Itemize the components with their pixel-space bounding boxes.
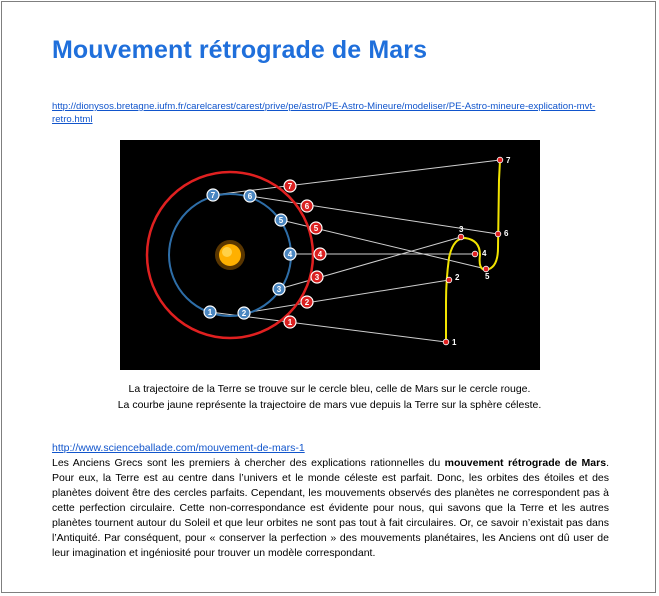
svg-text:2: 2 (241, 309, 247, 318)
source-link-scienceballade[interactable]: http://www.scienceballade.com/mouvement-de-mars-1 (52, 442, 305, 454)
svg-text:7: 7 (506, 156, 511, 165)
sky-points (443, 156, 511, 347)
earth-position-4 (284, 248, 296, 260)
svg-text:5: 5 (313, 224, 319, 233)
mars-position-5 (310, 222, 322, 234)
retrograde-diagram (120, 140, 540, 370)
svg-text:3: 3 (314, 273, 320, 282)
svg-text:1: 1 (452, 338, 457, 347)
svg-text:5: 5 (278, 216, 284, 225)
svg-text:6: 6 (247, 192, 253, 201)
mars-position-3 (311, 271, 323, 283)
earth-position-2 (238, 307, 250, 319)
svg-text:2: 2 (455, 273, 460, 282)
body-text-end: . Pour eux, la Terre est au centre dans l’univers et le monde céleste est parfait. Donc, les orbites des étoiles et des planètes doivent être des cercles parfaits. Cependant, les mouvements observés des planètes ne correspondent pas à cette perfection circulaire. Cette non-correspondance est évidente pour nous, qui savons que la Terre et les autres planètes tournent autour du Soleil et que leur orbites ne sont pas tout à fait circulaires. Or, ce savoir n’existait pas dans l’Antiquité. Par conséquent, pour « conserver la perfection » des mouvements planétaires, les Anciens ont dû user de leur imagination et ingéniosité pour trouver un modèle correspondant. (52, 457, 609, 559)
sky-position-1 (443, 338, 457, 347)
caption-line-1: La trajectoire de la Terre se trouve sur le cercle bleu, celle de Mars sur le cercle rouge. (128, 383, 531, 395)
svg-text:4: 4 (287, 250, 293, 259)
earth-position-5 (275, 214, 287, 226)
svg-text:6: 6 (504, 229, 509, 238)
body-text-start: Les Anciens Grecs sont les premiers à chercher des explications rationnelles du (52, 457, 445, 469)
svg-text:1: 1 (207, 308, 213, 317)
caption-line-2: La courbe jaune représente la trajectoire de mars vue depuis la Terre sur la sphère céleste. (117, 399, 542, 411)
earth-position-1 (204, 306, 216, 318)
sky-position-2 (446, 273, 460, 283)
svg-text:7: 7 (210, 191, 216, 200)
mars-position-4 (314, 248, 326, 260)
retrograde-diagram-svg (120, 140, 540, 370)
sky-position-5 (483, 266, 490, 281)
svg-text:3: 3 (459, 225, 464, 234)
svg-text:2: 2 (304, 298, 310, 307)
mars-position-1 (284, 316, 296, 328)
sky-position-3 (458, 225, 464, 240)
svg-text:7: 7 (287, 182, 293, 191)
earth-position-7 (207, 189, 219, 201)
body-paragraph (52, 456, 609, 561)
svg-text:1: 1 (287, 318, 293, 327)
sky-path (446, 160, 500, 342)
svg-text:3: 3 (276, 285, 282, 294)
mars-position-2 (301, 296, 313, 308)
page-title: Mouvement rétrograde de Mars (52, 36, 428, 64)
svg-text:4: 4 (482, 249, 487, 258)
svg-text:5: 5 (485, 272, 490, 281)
source-link-iufm[interactable]: http://dionysos.bretagne.iufm.fr/carelcarest/carest/prive/pe/astro/PE-Astro-Mineure/modeliser/PE-Astro-mineure-explication-mvt-retro.html (52, 101, 596, 125)
earth-position-6 (244, 190, 256, 202)
earth-position-3 (273, 283, 285, 295)
body-text-bold: mouvement rétrograde de Mars (444, 457, 607, 469)
sight-lines (207, 160, 500, 342)
mars-position-7 (284, 180, 296, 192)
sight-line-3 (279, 237, 461, 289)
svg-text:4: 4 (317, 250, 323, 259)
mars-position-6 (301, 200, 313, 212)
svg-text:6: 6 (304, 202, 310, 211)
diagram-caption (52, 381, 607, 413)
sun (215, 240, 245, 270)
